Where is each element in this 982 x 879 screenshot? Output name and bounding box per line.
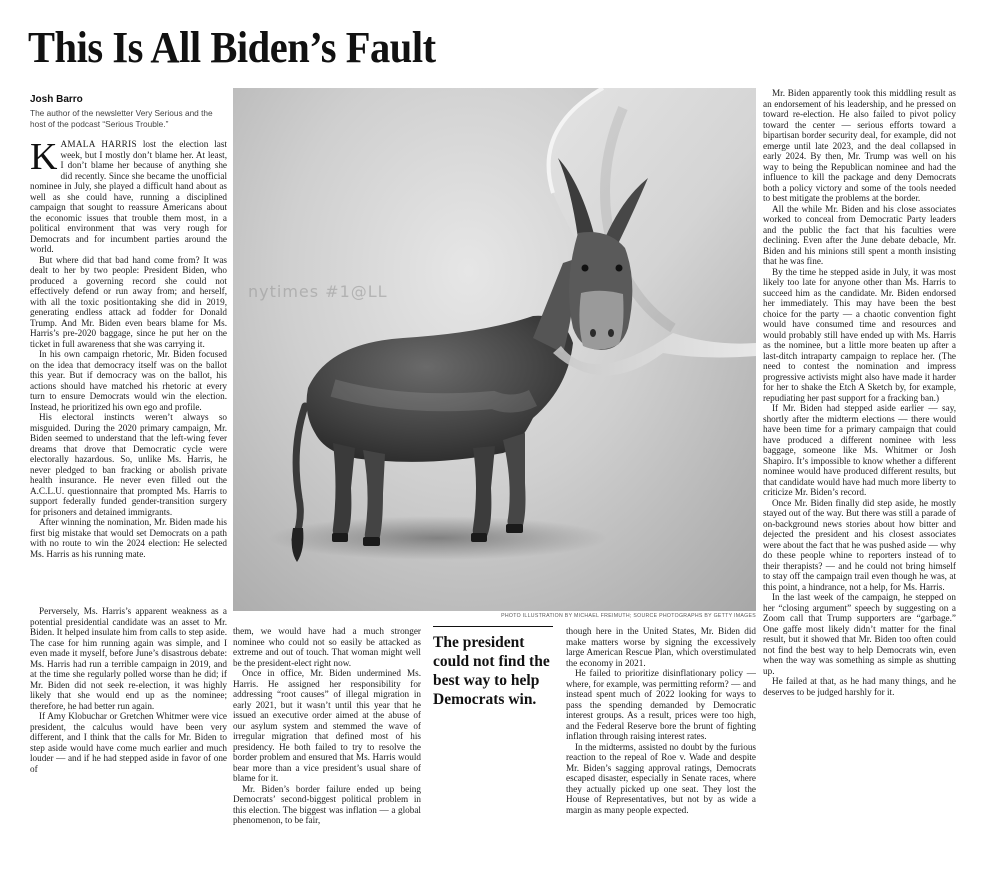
paragraph: Once in office, Mr. Biden undermined Ms. Harris. He assigned her responsibility for addressing “root causes” of illegal migration in early 2021, but it wasn’t until this year that he issued an executive order aimed at the abuse of our asylum system and stemmed the wave of irregular migration that defined most of his presidency. He both failed to try to resolve the border problem and ensured that Ms. Harris would bear more than a vice president’s usual share of blame for it.	[233, 668, 421, 783]
paragraph: though here in the United States, Mr. Biden did make matters worse by signing the excessively large American Rescue Plan, which overstimulated the economy in 2021.	[566, 626, 756, 668]
paragraph: He failed to prioritize disinflationary policy — where, for example, was permitting reform? — and instead spent much of 2022 looking for ways to pass the spending demanded by Democratic interest groups. As a result, prices were too high, and the Federal Reserve bore the brunt of fighting inflation through raising interest rates.	[566, 668, 756, 741]
paragraph: Perversely, Ms. Harris’s apparent weakness as a potential presidential candidate was an asset to Mr. Biden. It helped insulate him from calls to step aside. The case for him running again was simple, and I even made it myself, before June’s disastrous debate: Ms. Harris had run a terrible campaign in 2019, and at the time she regularly polled worse than he did; if Mr. Biden did not seek re-election, it was highly likely that she would end up as the nominee; therefore, he had better run again.	[30, 606, 227, 711]
watermark: nytimes #1@LL	[248, 282, 388, 301]
paragraph: If Mr. Biden had stepped aside earlier — say, shortly after the midterm elections — there would have been time for a primary campaign that could have produced a different nominee with less baggage, someone like Ms. Whitmer or Josh Shapiro. It’s impossible to know whether a different nominee would have produced different results, but that candidate would have had much more liberty to criticize Mr. Biden’s record.	[763, 403, 956, 497]
article-column-1	[30, 139, 227, 599]
paragraph: After winning the nomination, Mr. Biden made his first big mistake that would set Democrats on a path with no route to win the 2024 election: He selected Ms. Harris as his running mate.	[30, 517, 227, 559]
paragraph: But where did that bad hand come from? It was dealt to her by two people: President Biden, who produced a governing record she could not effectively defend or run away from; and herself, with all the toxic positiontaking she did in 2019, generating endless attack ad fodder for Donald Trump. And Mr. Biden even bears blame for Ms. Harris’s pre-2020 baggage, since he put her on the ticket in full awareness that she was carrying it.	[30, 254, 227, 349]
donkey-cone-illustration	[233, 88, 756, 611]
lead-paragraph	[30, 139, 227, 255]
paragraph: In the midterms, assisted no doubt by the furious reaction to the repeal of Roe v. Wade and despite Mr. Biden’s sagging approval ratings, Democrats escaped disaster, especially in Senate races, where they actually picked up one seat. They lost the House of Representatives, but not by as wide a margin as many people expected.	[566, 741, 756, 815]
lead-caps: AMALA HARRIS	[60, 139, 137, 149]
pull-quote: The president could not find the best way to help Democrats win.	[433, 626, 553, 709]
paragraph: If Amy Klobuchar or Gretchen Whitmer were vice president, the calculus would have been very different, and I think that the calls for Mr. Biden to step aside would have come much earlier and much louder — and if he had stepped aside in favor of one of	[30, 711, 227, 774]
paragraph: In his own campaign rhetoric, Mr. Biden focused on the idea that democracy itself was on the ballot this year. But if democracy was on the ballot, his actions should have matched his rhetoric at every turn to ensure Democrats would win the election. Instead, he prioritized his own ego and profile.	[30, 349, 227, 412]
article-column-1-lower	[30, 606, 227, 868]
photo-credit: PHOTO ILLUSTRATION BY MICHAEL FREIMUTH; SOURCE PHOTOGRAPHS BY GETTY IMAGES	[501, 613, 756, 619]
paragraph: Mr. Biden apparently took this middling result as an endorsement of his leadership, and he pressed on toward re-election. He also failed to pivot policy toward the center — serious efforts toward a bipartisan border security deal, for example, did not emerge until late 2023, and the deal collapsed in early 2024. By then, Mr. Trump was well on his way to being the Republican nominee and had the influence to kill the package and deny Democrats both a policy victory and some of the tools needed to best mitigate the problems at the border.	[763, 88, 956, 203]
paragraph: He failed at that, as he had many things, and he deserves to be judged harshly for it.	[763, 676, 956, 697]
donkey-cone-image	[233, 88, 756, 611]
paragraph: In the last week of the campaign, he stepped on her “closing argument” speech by suggesting on a Zoom call that Trump supporters are “garbage.” One gaffe most likely didn’t matter for the final result, but it showed that Mr. Biden too often could not find the best way to help Democrats win, even when the way was something as simple as shutting up.	[763, 592, 956, 676]
paragraph: All the while Mr. Biden and his close associates worked to conceal from Democratic Party leaders and the public the fact that his faculties were declining. Even after the June debate debacle, Mr. Biden and his minions still spent a month insisting that he was fine.	[763, 203, 956, 266]
paragraph: His electoral instincts weren’t always so misguided. During the 2020 primary campaign, Mr. Biden seemed to understand that the left-wing fever dreams that drove that Democratic cycle were electorally hazardous. So, unlike Ms. Harris, he never pledged to ban fracking or abolish private health insurance. He never even filled out the A.C.L.U. questionnaire that prompted Ms. Harris to support federally funded gender-transition surgery for prisoners and detained immigrants.	[30, 412, 227, 517]
paragraph: By the time he stepped aside in July, it was most likely too late for anyone other than Ms. Harris to succeed him as the candidate. Mr. Biden endorsed her immediately. This may have been the best choice for the party — a chaotic convention fight would have consumed time and resources and would probably still have ended up with Ms. Harris as the nominee, but a little more beaten up after a last-ditch intraparty campaign to replace her. (The need to contest the nomination and impress progressive activists might also have made it harder for her to shake the Etch A Sketch by, for example, repudiating her past support for a fracking ban.)	[763, 266, 956, 403]
article-column-3	[566, 626, 756, 868]
drop-cap: K	[30, 139, 58, 178]
byline: Josh Barro	[30, 94, 83, 105]
paragraph: Mr. Biden’s border failure ended up being Democrats’ second-biggest political problem in this election. The biggest was inflation — a global phenomenon, to be fair,	[233, 783, 421, 825]
paragraph: them, we would have had a much stronger nominee who could not so easily be attacked as extreme and out of touch. That woman might well be the president-elect right now.	[233, 626, 421, 668]
article-column-4	[763, 88, 956, 869]
paragraph: Once Mr. Biden finally did step aside, he mostly stayed out of the way. But there was still a parade of on-background news stories about how bitter and dejected the president and his closest associates were about the fact that he was pushed aside — why do these people whine to reporters instead of to their therapists? — and he could not bring himself to stay off the campaign trail even though he was, at this point, a hindrance, not a help, for Ms. Harris.	[763, 497, 956, 592]
headline: This Is All Biden’s Fault	[28, 23, 436, 72]
lead-text: lost the election last week, but I mostly don’t blame her. At least, I don’t blame her because of anything she did recently. Since she became the unofficial nominee in July, she played a difficult hand about as well as she could have, running a disciplined campaign that sought to reassure Americans about the economic issues that trouble them most, in a political environment that was very rough for Democrats and for incumbent parties around the world.	[30, 139, 227, 254]
author-bio: The author of the newsletter Very Serious and the host of the podcast “Serious Trouble.”	[30, 108, 213, 129]
article-column-2	[233, 626, 421, 868]
